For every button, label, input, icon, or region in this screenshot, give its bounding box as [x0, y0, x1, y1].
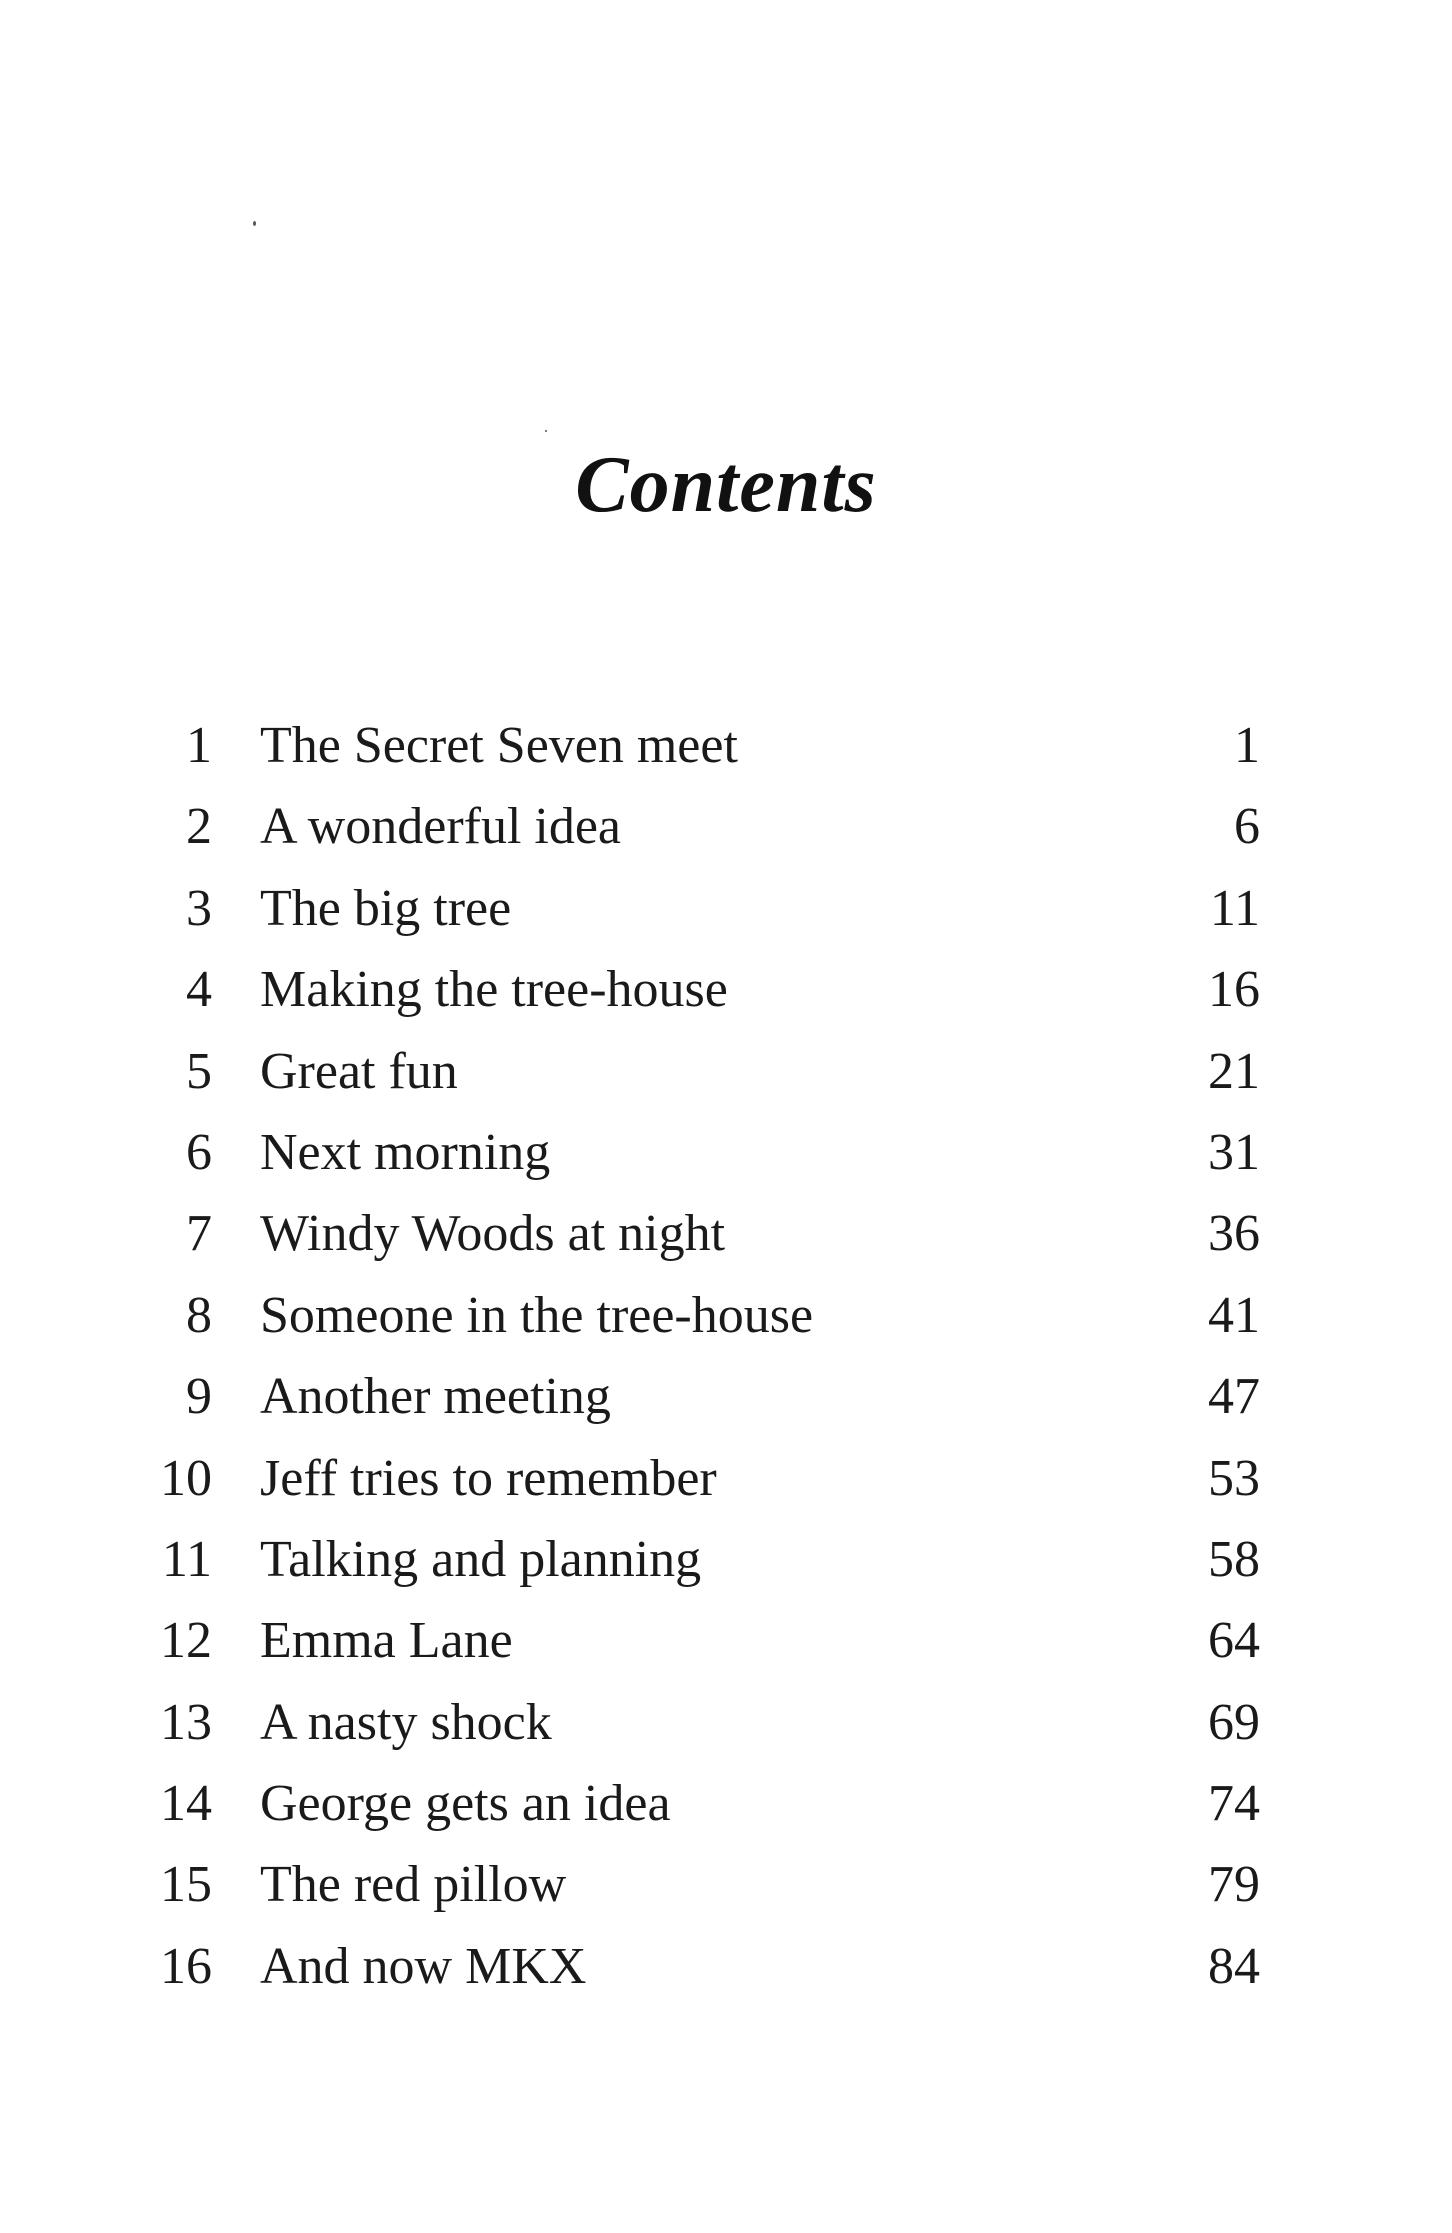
- chapter-number: 2: [186, 798, 212, 856]
- toc-row[interactable]: [0, 786, 1452, 867]
- page-number: 74: [1208, 1775, 1260, 1833]
- page-number: 16: [1208, 961, 1260, 1019]
- chapter-number: 16: [160, 1937, 212, 1995]
- toc-row[interactable]: [0, 1519, 1452, 1600]
- chapter-number: 10: [160, 1449, 212, 1507]
- page-number: 31: [1208, 1123, 1260, 1181]
- toc-row[interactable]: [0, 1844, 1452, 1925]
- page-number: 64: [1208, 1612, 1260, 1670]
- page-number: 47: [1208, 1368, 1260, 1426]
- toc-row[interactable]: [0, 868, 1452, 949]
- chapter-number: 13: [160, 1693, 212, 1751]
- chapter-title: Great fun: [260, 1042, 458, 1100]
- chapter-title: George gets an idea: [260, 1775, 671, 1833]
- chapter-number: 9: [186, 1368, 212, 1426]
- chapter-title: A wonderful idea: [260, 798, 622, 856]
- toc-row[interactable]: [0, 1926, 1452, 2007]
- table-of-contents: [0, 705, 1452, 2007]
- page-number: 58: [1208, 1530, 1260, 1588]
- chapter-title: The big tree: [260, 879, 512, 937]
- chapter-title: Another meeting: [260, 1368, 611, 1426]
- toc-row[interactable]: [0, 1031, 1452, 1112]
- toc-row[interactable]: [0, 705, 1452, 786]
- page-number: 6: [1234, 798, 1260, 856]
- toc-row[interactable]: [0, 1438, 1452, 1519]
- chapter-title: The red pillow: [260, 1856, 567, 1914]
- chapter-title: The Secret Seven meet: [260, 717, 738, 774]
- page-number: 79: [1208, 1856, 1260, 1914]
- chapter-title: And now MKX: [260, 1937, 587, 1995]
- chapter-number: 8: [186, 1286, 212, 1344]
- toc-row[interactable]: [0, 1356, 1452, 1437]
- chapter-title: Jeff tries to remember: [260, 1449, 717, 1507]
- toc-row[interactable]: [0, 1682, 1452, 1763]
- chapter-number: 15: [160, 1856, 212, 1914]
- chapter-number: 11: [161, 1530, 212, 1588]
- toc-row[interactable]: [0, 1763, 1452, 1844]
- page-title: Contents: [575, 441, 877, 529]
- chapter-title: A nasty shock: [260, 1693, 552, 1751]
- chapter-title: Talking and planning: [260, 1530, 702, 1588]
- page-number: 84: [1208, 1937, 1260, 1995]
- page-number: 11: [1209, 879, 1260, 937]
- chapter-number: 5: [186, 1042, 212, 1100]
- page-number: 21: [1208, 1042, 1260, 1100]
- toc-row[interactable]: [0, 1600, 1452, 1681]
- chapter-number: 1: [186, 717, 212, 774]
- toc-row[interactable]: [0, 1275, 1452, 1356]
- page-number: 53: [1208, 1449, 1260, 1507]
- chapter-title: Emma Lane: [260, 1612, 513, 1670]
- print-speck: [253, 221, 256, 226]
- toc-row[interactable]: [0, 1112, 1452, 1193]
- chapter-title: Windy Woods at night: [260, 1205, 726, 1263]
- chapter-number: 6: [186, 1123, 212, 1181]
- page-number: 36: [1208, 1205, 1260, 1263]
- print-speck: [545, 430, 547, 432]
- page-number: 69: [1208, 1693, 1260, 1751]
- toc-row[interactable]: [0, 1193, 1452, 1274]
- chapter-number: 4: [186, 961, 212, 1019]
- chapter-title: Next morning: [260, 1123, 551, 1181]
- chapter-number: 3: [186, 879, 212, 937]
- toc-row[interactable]: [0, 949, 1452, 1030]
- chapter-title: Someone in the tree-house: [260, 1286, 814, 1344]
- chapter-number: 12: [160, 1612, 212, 1670]
- chapter-number: 14: [160, 1775, 212, 1833]
- page-number: 41: [1208, 1286, 1260, 1344]
- chapter-title: Making the tree-house: [260, 961, 728, 1019]
- chapter-number: 7: [186, 1205, 212, 1263]
- page-number: 1: [1234, 717, 1260, 774]
